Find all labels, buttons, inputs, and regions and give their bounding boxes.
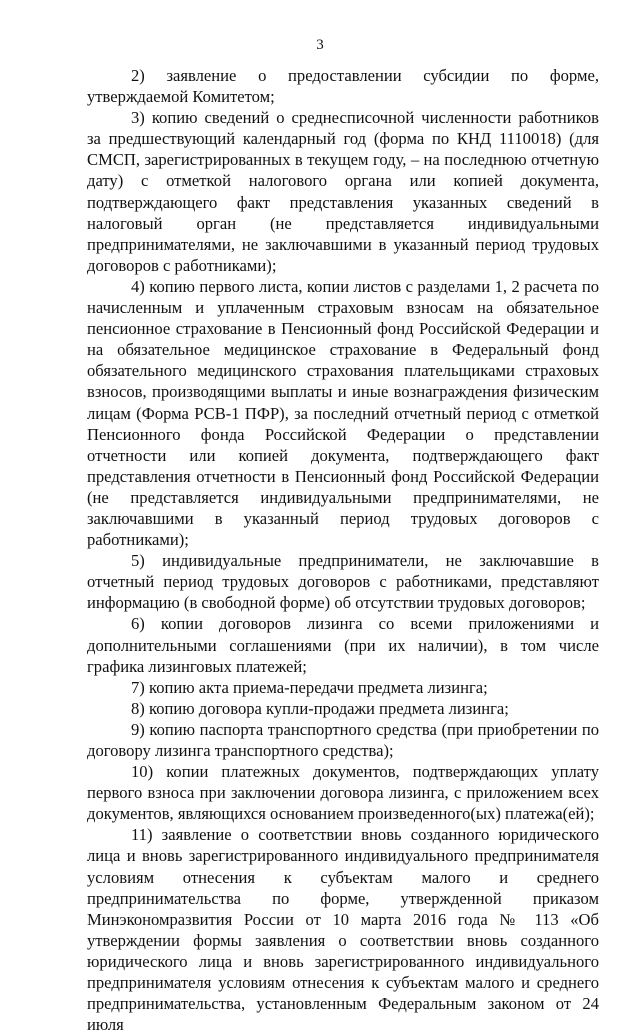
paragraph-item-8: 8) копию договора купли-продажи предмета лизинга; [131, 698, 509, 718]
paragraph-item-9: 9) копию паспорта транспортного средства (при приобретении по договору лизинга транспортного средства); [87, 719, 599, 760]
paragraph-item-11: 11) заявление о соответствии вновь созданного юридического лица и вновь зарегистрированного индивидуального предпринимателя условиям отнесения к субъектам малого и среднего предпринимательства по форме, утвержденной приказом Минэкономразвития России от 10 марта 2016 года № 113 «Об утверждении формы заявления о соответствии вновь созданного юридического лица и вновь зарегистрированного индивидуального предпринимателя условиям отнесения к субъектам малого и среднего предпринимательства, установленным Федеральным законом от 24 июля [87, 825, 599, 1035]
paragraph-item-7: 7) копию акта приема-передачи предмета лизинга; [131, 677, 488, 697]
document-body [87, 65, 599, 1035]
paragraph-item-3: 3) копию сведений о среднесписочной численности работников за предшествующий календарный год (форма по КНД 1110018) (для СМСП, зарегистрированных в текущем году, – на последнюю отчетную дату) с отметкой налогового органа или копией документа, подтверждающего факт представления указанных сведений в налоговый орган (не представляется индивидуальными предпринимателями, не заключавшими в указанный период трудовых договоров с работниками); [87, 108, 599, 275]
paragraph-item-2: 2) заявление о предоставлении субсидии по форме, утверждаемой Комитетом; [87, 66, 599, 107]
paragraph-item-5: 5) индивидуальные предприниматели, не заключавшие в отчетный период трудовых договоров с работниками, представляют информацию (в свободной форме) об отсутствии трудовых договоров; [87, 551, 599, 613]
paragraph-item-6: 6) копии договоров лизинга со всеми приложениями и дополнительными соглашениями (при их наличии), в том числе графика лизинговых платежей; [87, 614, 599, 676]
page-number: 3 [316, 37, 324, 53]
paragraph-item-4: 4) копию первого листа, копии листов с разделами 1, 2 расчета по начисленным и уплаченным страховым взносам на обязательное пенсионное страхование в Пенсионный фонд Российской Федерации и на обязательное медицинское страхование в Федеральный фонд обязательного медицинского страхования плательщиками страховых взносов, производящими выплаты и иные вознаграждения физическим лицам (Форма РСВ-1 ПФР), за последний отчетный период с отметкой Пенсионного фонда Российской Федерации о представлении отчетности или копией документа, подтверждающего факт представления отчетности в Пенсионный фонд Российской Федерации (не представляется индивидуальными предпринимателями, не заключавшими в указанный период трудовых договоров с работниками); [87, 276, 599, 550]
paragraph-item-10: 10) копии платежных документов, подтверждающих уплату первого взноса при заключении договора лизинга, с приложением всех документов, являющихся основанием произведенного(ых) платежа(ей); [87, 762, 599, 824]
